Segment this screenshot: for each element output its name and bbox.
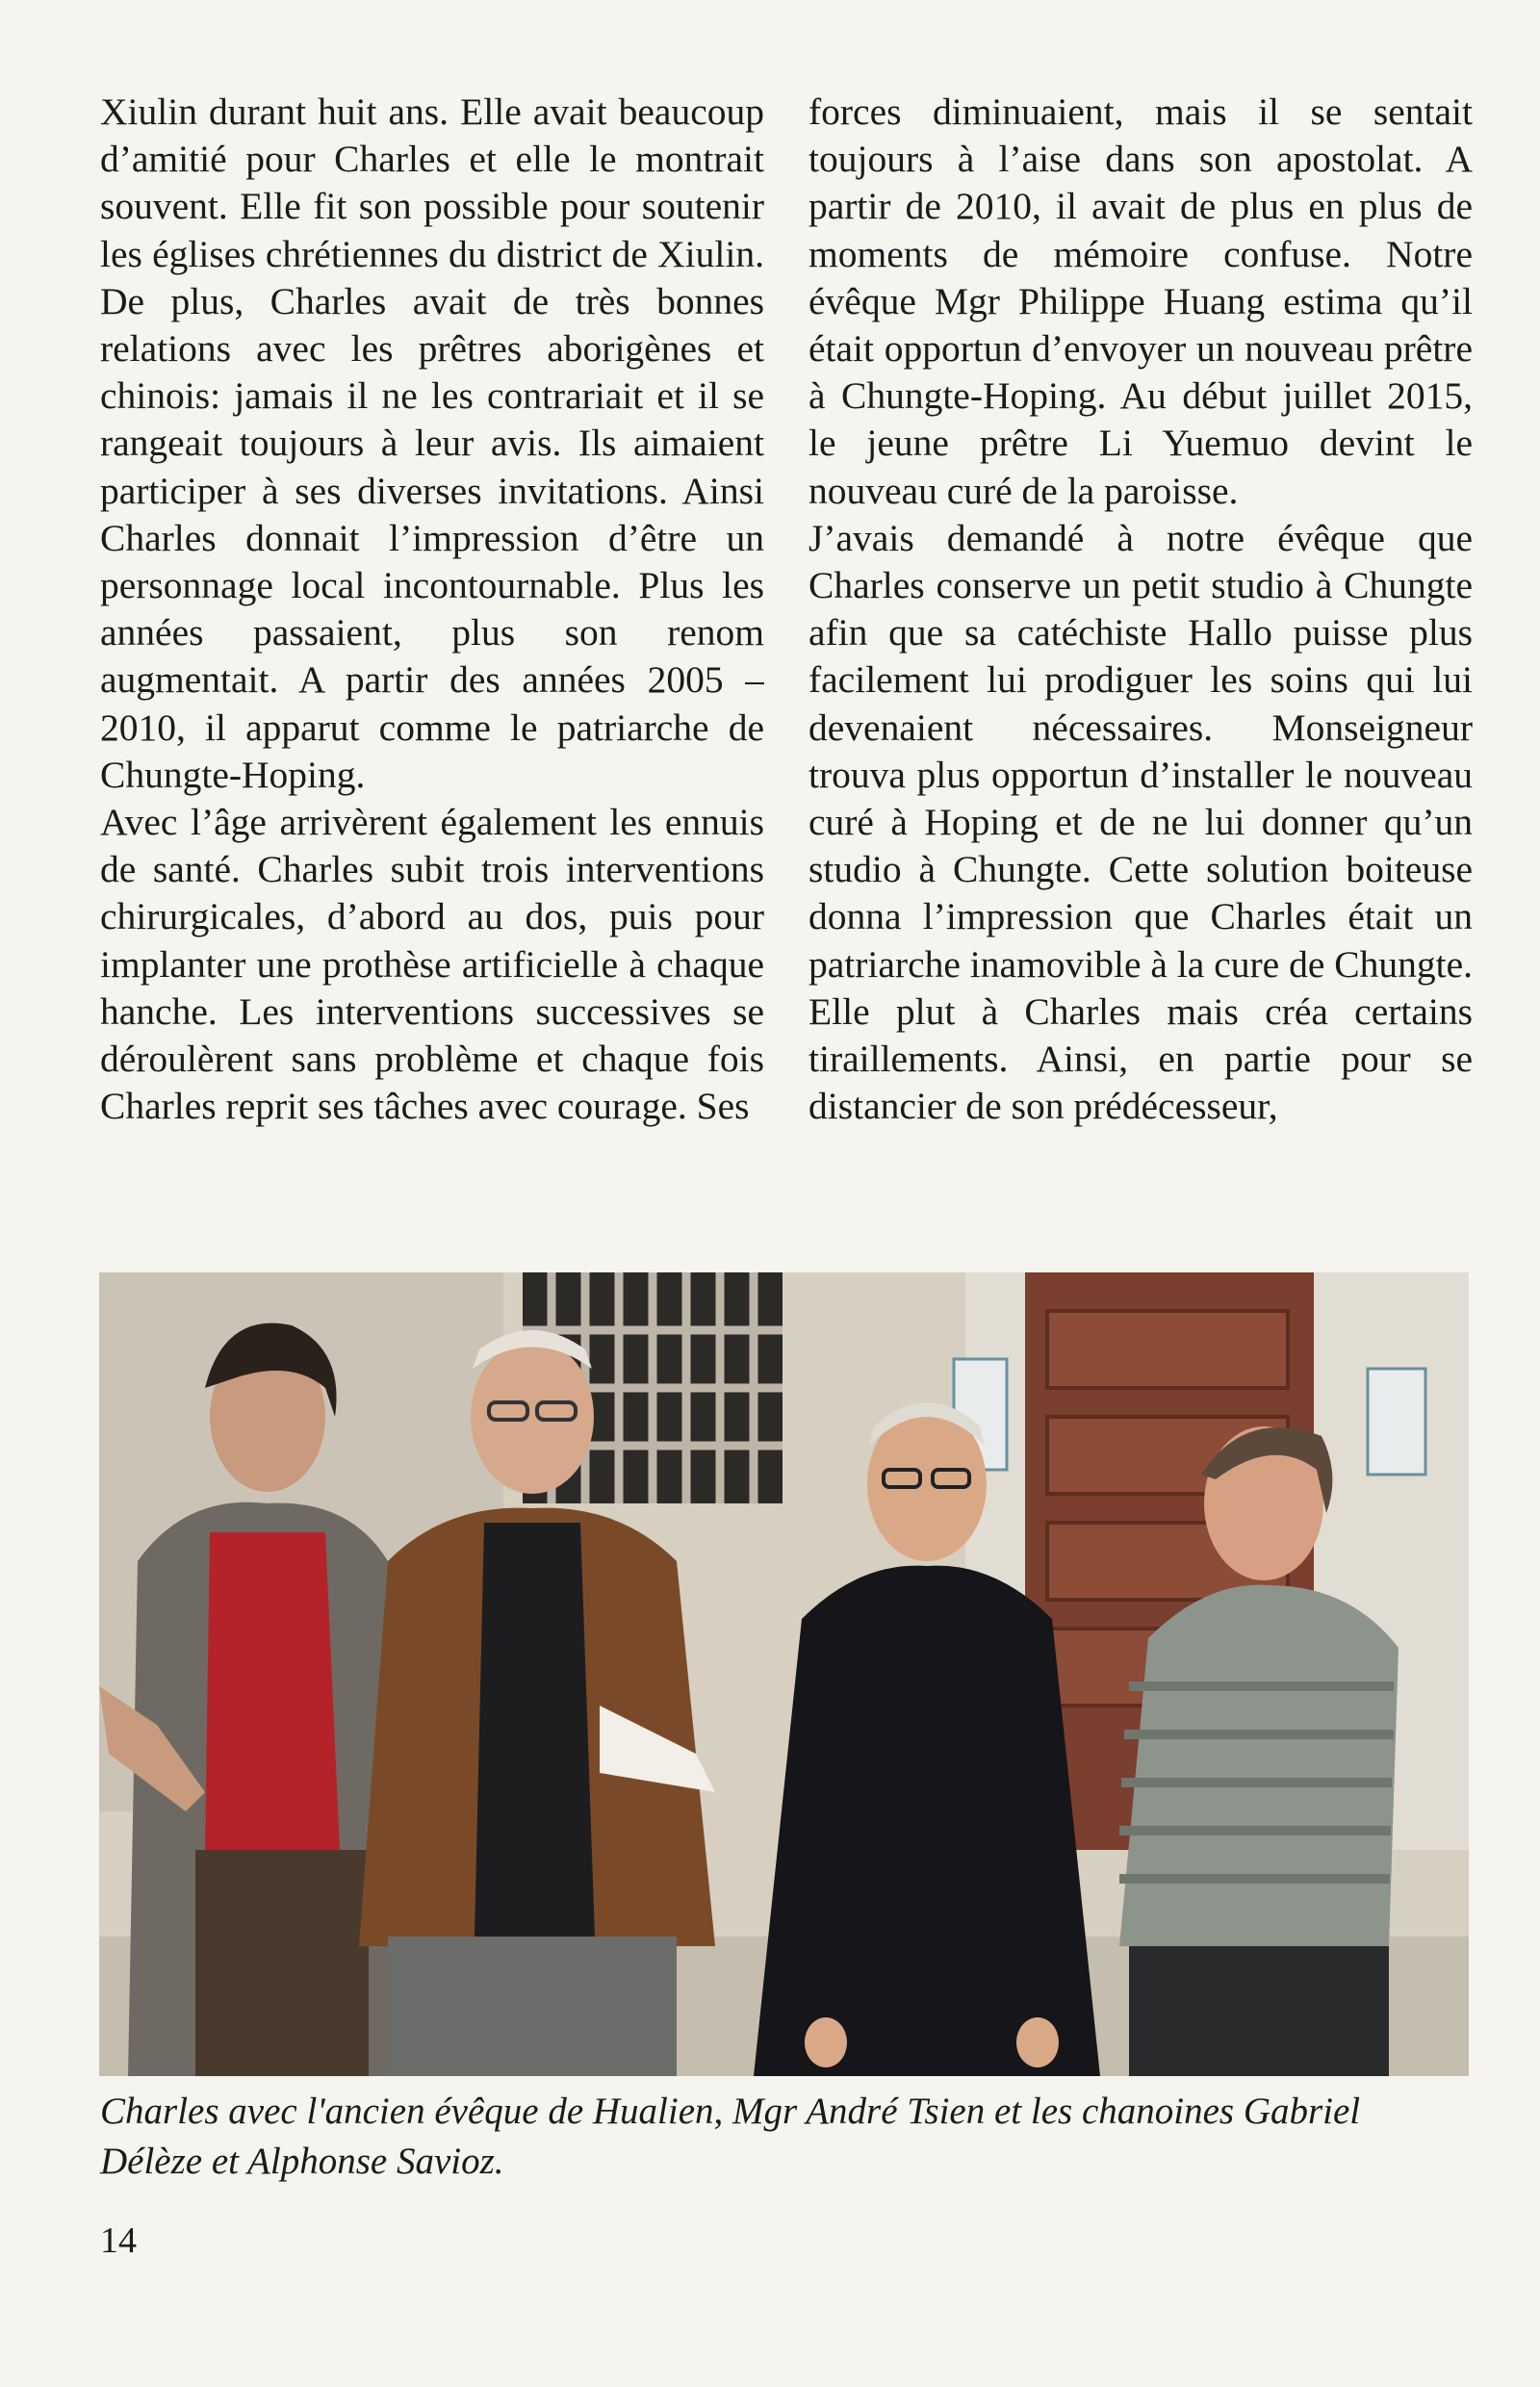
photo-illustration <box>99 1272 1469 2076</box>
text-columns <box>100 89 1473 1239</box>
paragraph: Avec l’âge arrivèrent également les ennuis de santé. Charles subit trois interventions chirurgicales, d’abord au dos, puis pour implanter une prothèse artificielle à chaque hanche. Les interventions successives se déroulèrent sans problème et chaque fois Charles reprit ses tâches avec courage. Ses <box>100 801 764 1128</box>
column-left <box>100 89 764 1239</box>
column-right <box>808 89 1473 1239</box>
paragraph: Xiulin durant huit ans. Elle avait beaucoup d’amitié pour Charles et elle le montrait souvent. Elle fit son possible pour soutenir les églises chrétiennes du district de Xiulin. De plus, Charles avait de très bonnes relations avec les prêtres aborigènes et chinois: jamais il ne les contrariait et il se rangeait toujours à leur avis. Ils aimaient participer à ses diverses invitations. Ainsi Charles donnait l’impression d’être un personnage local incontournable. Plus les années passaient, plus son renom augmentait. A partir des années 2005 – 2010, il apparut comme le patriarche de Chungte-Hoping. <box>100 90 764 796</box>
paragraph: forces diminuaient, mais il se sentait toujours à l’aise dans son apostolat. A partir de 2010, il avait de plus en plus de moments de mémoire confuse. Notre évêque Mgr Philippe Huang estima qu’il était opportun d’envoyer un nouveau prêtre à Chungte-Hoping. Au début juillet 2015, le jeune prêtre Li Yuemuo devint le nouveau curé de la paroisse. <box>808 90 1473 512</box>
photo-caption: Charles avec l'ancien évêque de Hualien, Mgr André Tsien et les chanoines Gabriel Délèze et Alphonse Savioz. <box>100 2091 1361 2182</box>
group-photo <box>99 1272 1469 2076</box>
page-number: 14 <box>100 2220 137 2261</box>
paragraph: J’avais demandé à notre évêque que Charles conserve un petit studio à Chungte afin que sa catéchiste Hallo puisse plus facilement lui prodiguer les soins qui lui devenaient nécessaires. Monseigneur trouva plus opportun d’installer le nouveau curé à Hoping et de ne lui donner qu’un studio à Chungte. Cette solution boiteuse donna l’impression que Charles était un patriarche inamovible à la cure de Chungte. Elle plut à Charles mais créa certains tiraillements. Ainsi, en partie pour se distancier de son prédécesseur, <box>808 516 1473 1128</box>
